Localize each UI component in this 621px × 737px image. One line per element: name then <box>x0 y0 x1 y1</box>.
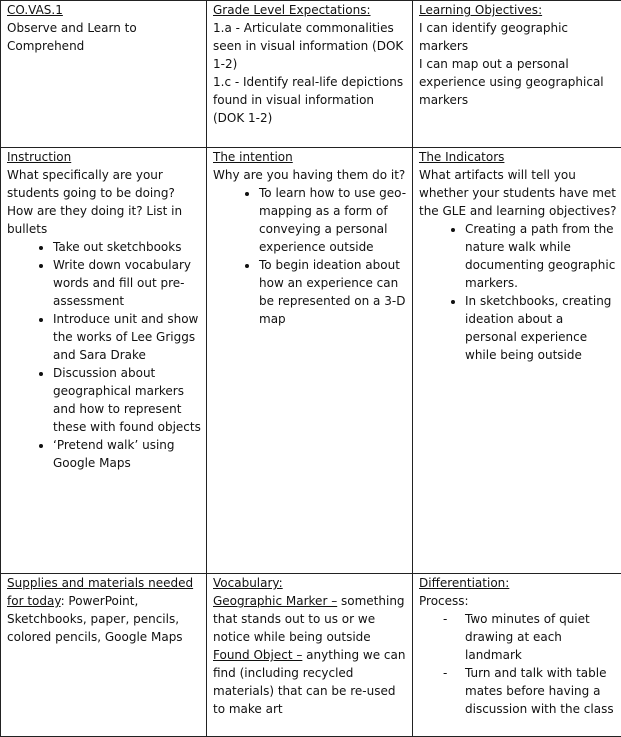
standard-title: Observe and Learn to Comprehend <box>7 19 202 55</box>
gle-heading: Grade Level Expectations: <box>213 1 408 19</box>
vocabulary-entry <box>213 646 408 718</box>
supplies-heading: Supplies and materials needed for today <box>7 576 193 608</box>
list-item: • In sketchbooks, creating ideation about a personal experience while being outside <box>465 292 617 364</box>
supplies-text: : PowerPoint, Sketchbooks, paper, pencils, colored pencils, Google Maps <box>7 594 183 644</box>
intention-prompt: Why are you having them do it? <box>213 166 408 184</box>
objective-item: I can identify geographic markers <box>419 19 617 55</box>
indicators-prompt: What artifacts will tell you whether your students have met the GLE and learning objectives? <box>419 166 617 220</box>
list-item: - Turn and talk with table mates before having a discussion with the class <box>465 664 617 718</box>
list-item: • Creating a path from the nature walk while documenting geographic markers. <box>465 220 617 292</box>
objectives-cell <box>413 1 621 148</box>
list-item: • Write down vocabulary words and fill out pre-assessment <box>53 256 202 310</box>
indicators-heading: The Indicators <box>419 148 617 166</box>
list-item: • Introduce unit and show the works of Lee Griggs and Sara Drake <box>53 310 202 364</box>
list-item: • To begin ideation about how an experience can be represented on a 3-D map <box>259 256 408 328</box>
gle-cell <box>207 1 413 148</box>
activities-row <box>1 148 621 574</box>
vocabulary-definition: anything we can find (including recycled materials) that can be re-used to make art <box>213 648 405 716</box>
indicators-cell <box>413 148 621 574</box>
vocabulary-cell <box>207 574 413 737</box>
differentiation-subheading: Process: <box>419 592 617 610</box>
standard-code: CO.VAS.1 <box>7 1 202 19</box>
list-item: • To learn how to use geo-mapping as a form of conveying a personal experience outside <box>259 184 408 256</box>
resources-row <box>1 574 621 737</box>
instruction-cell <box>1 148 207 574</box>
intention-cell <box>207 148 413 574</box>
standard-cell <box>1 1 207 148</box>
vocabulary-entry <box>213 592 408 646</box>
objectives-heading: Learning Objectives: <box>419 1 617 19</box>
supplies-cell <box>1 574 207 737</box>
list-item: • Discussion about geographical markers and how to represent these with found objects <box>53 364 202 436</box>
list-item: • ‘Pretend walk’ using Google Maps <box>53 436 202 472</box>
list-item: • Take out sketchbooks <box>53 238 202 256</box>
list-item: - Two minutes of quiet drawing at each landmark <box>465 610 617 664</box>
indicators-list <box>419 220 617 364</box>
intention-heading: The intention <box>213 148 408 166</box>
differentiation-list <box>419 610 617 718</box>
instruction-prompt: What specifically are your students going to be doing? How are they doing it? List in bullets <box>7 166 202 238</box>
gle-item: 1.c - Identify real-life depictions found in visual information (DOK 1-2) <box>213 73 408 127</box>
differentiation-cell <box>413 574 621 737</box>
gle-item: 1.a - Articulate commonalities seen in visual information (DOK 1-2) <box>213 19 408 73</box>
intention-list <box>213 184 408 328</box>
supplies-paragraph <box>7 574 202 646</box>
vocabulary-heading: Vocabulary: <box>213 574 408 592</box>
vocabulary-term: Found Object – <box>213 648 302 662</box>
instruction-heading: Instruction <box>7 148 202 166</box>
differentiation-heading: Differentiation: <box>419 574 617 592</box>
instruction-list <box>7 238 202 472</box>
vocabulary-definition: something that stands out to us or we notice while being outside <box>213 594 405 644</box>
standards-row <box>1 1 621 148</box>
vocabulary-term: Geographic Marker – <box>213 594 337 608</box>
objective-item: I can map out a personal experience using geographical markers <box>419 55 617 109</box>
